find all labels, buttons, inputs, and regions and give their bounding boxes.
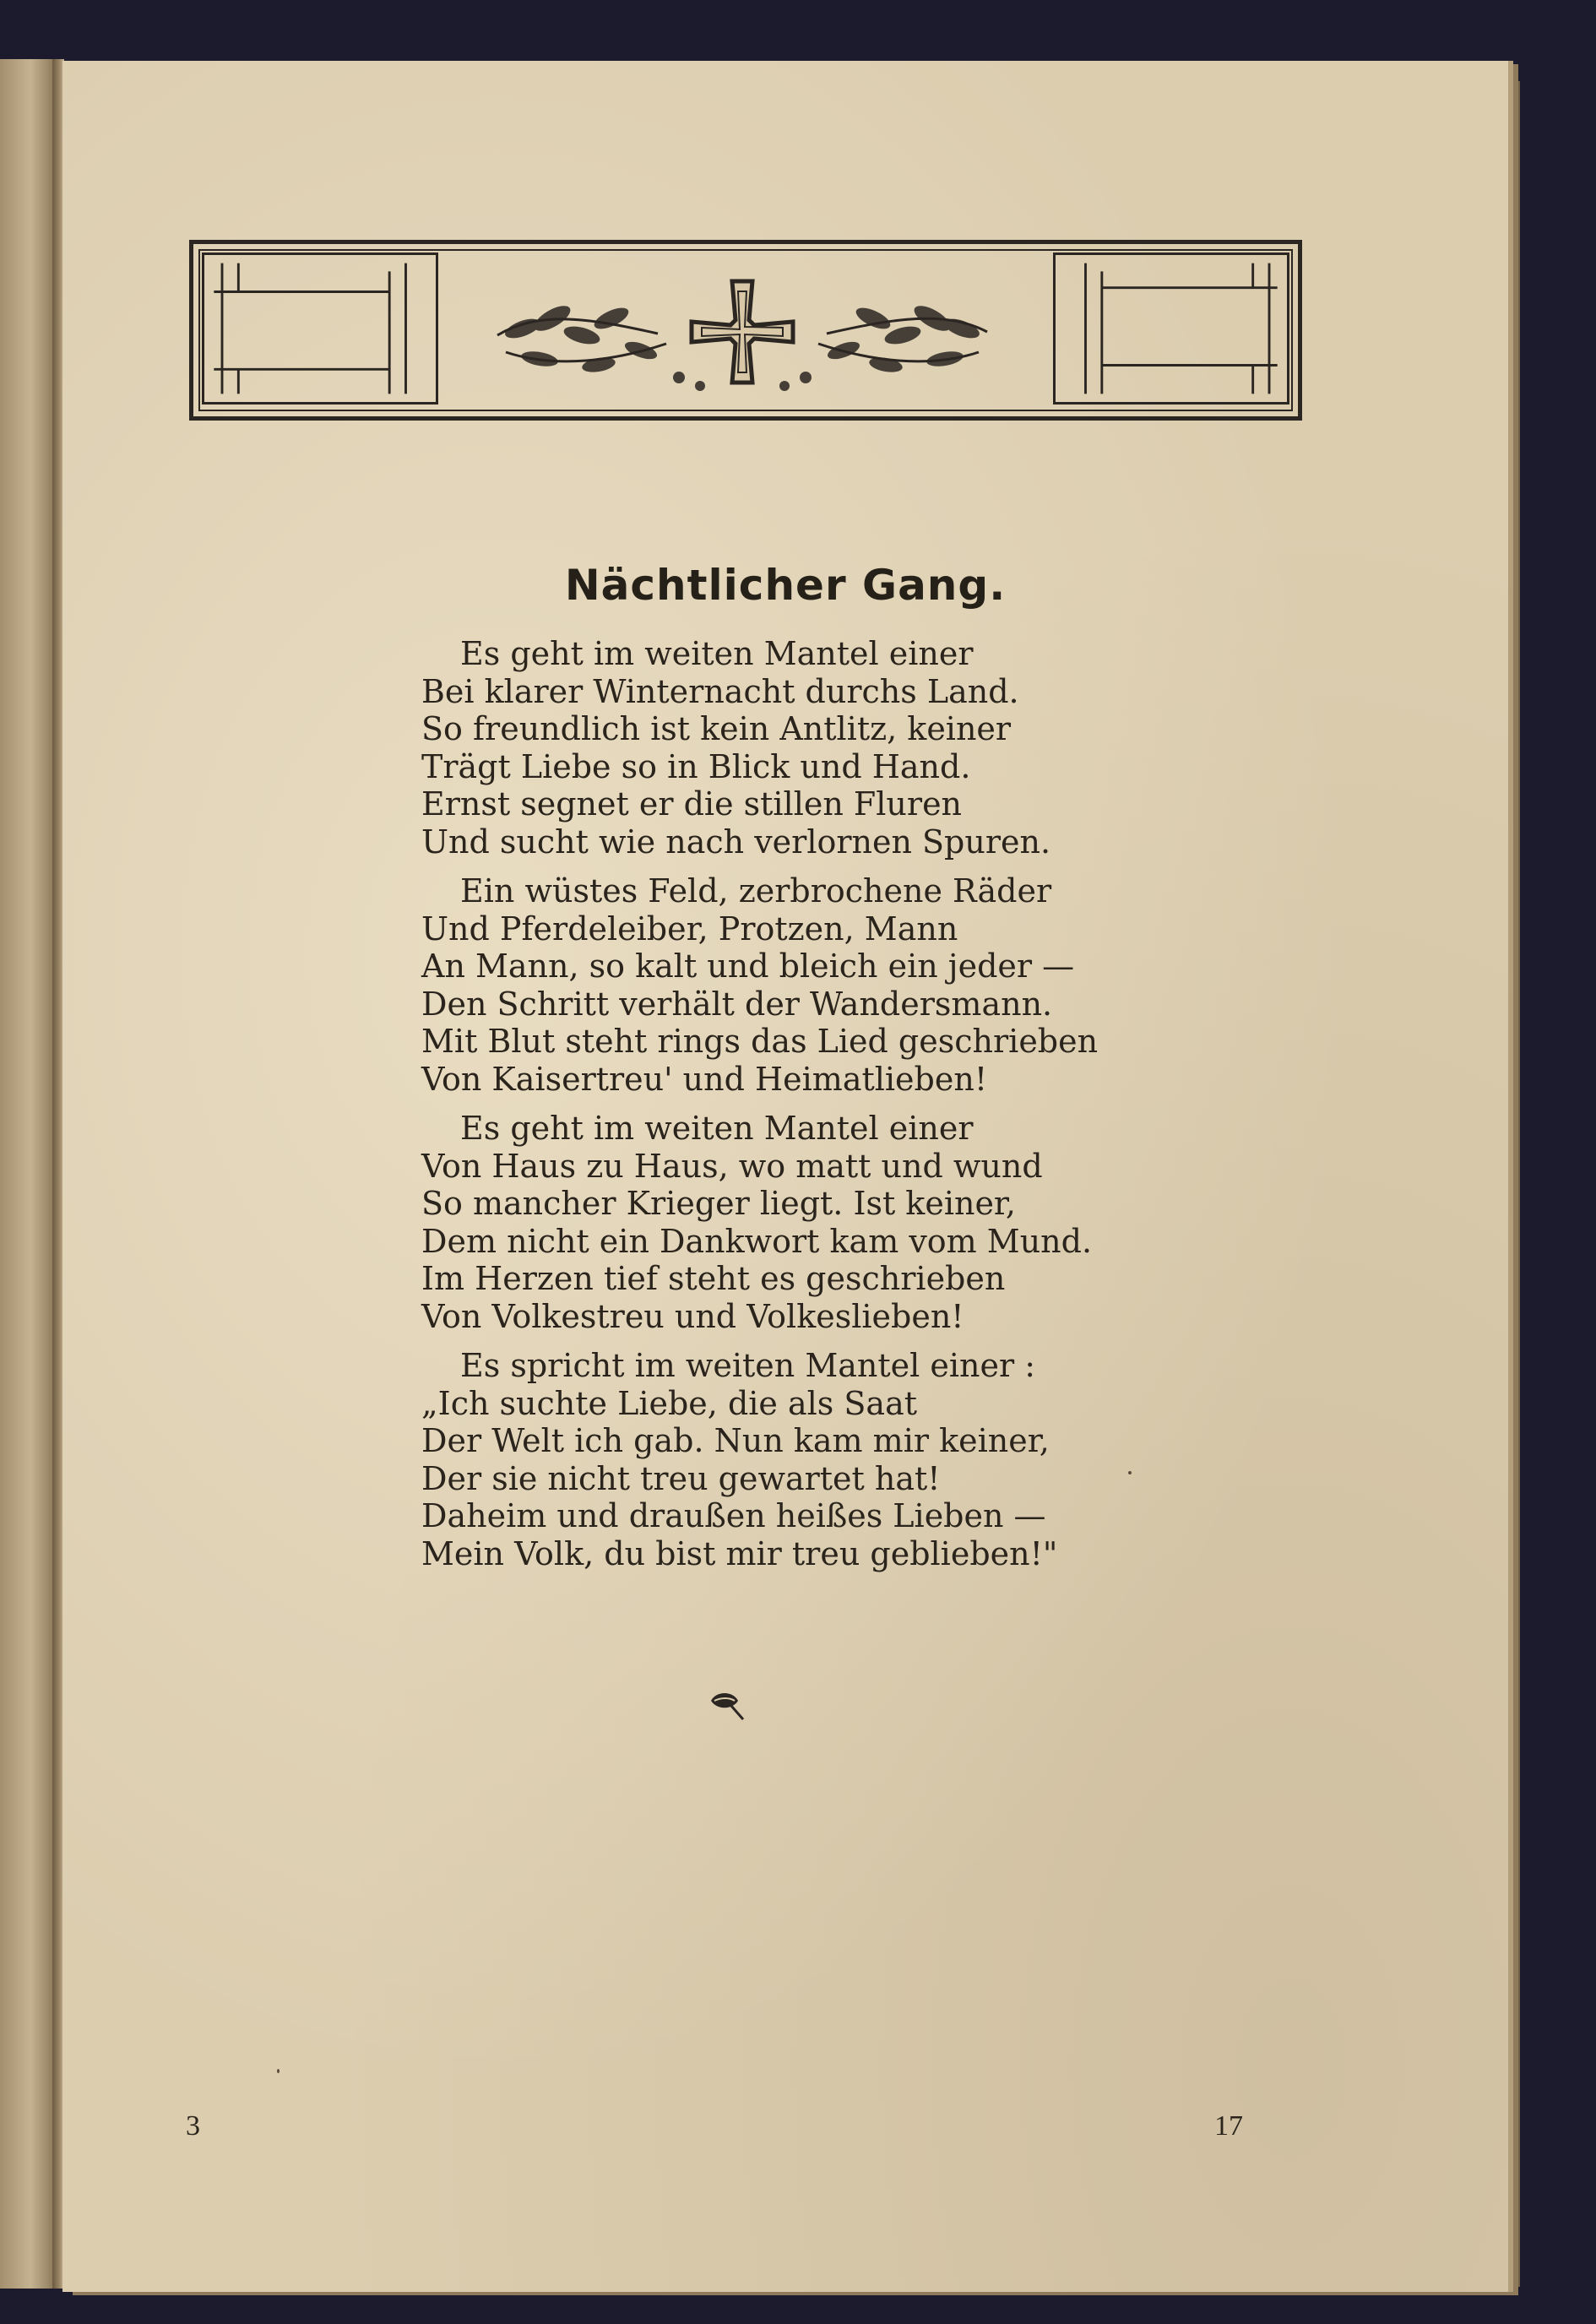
- poem-line: So freundlich ist kein Antlitz, keiner: [421, 710, 1012, 747]
- signature-mark: 3: [186, 2110, 200, 2142]
- poem-line: Im Herzen tief steht es geschrieben: [421, 1260, 1006, 1297]
- leaf-vignette-icon: [706, 1689, 748, 1723]
- paper-speck: [1128, 1471, 1132, 1474]
- header-ornament: [189, 240, 1302, 421]
- poem-line: Von Kaisertreu' und Heimatlieben!: [421, 1060, 988, 1098]
- poem-line: Ein wüstes Feld, zerbrochene Räder: [460, 872, 1052, 910]
- stanza: [421, 1347, 1232, 1572]
- poem-line: Trägt Liebe so in Blick und Hand.: [421, 747, 971, 785]
- poem-line: Dem nicht ein Dankwort kam vom Mund.: [421, 1222, 1093, 1260]
- left-page-edge: [0, 59, 56, 2289]
- right-panel-lines-icon: [1056, 255, 1287, 402]
- page-stack-edge: [1508, 81, 1520, 2287]
- poem-body: [421, 635, 1232, 1584]
- stanza: [421, 635, 1232, 861]
- poem-title: Nächtlicher Gang.: [564, 561, 1007, 610]
- iron-cross-oak-leaves-icon: [472, 259, 1012, 408]
- poem-line: Und sucht wie nach verlornen Spuren.: [421, 823, 1051, 861]
- poem-line: Es spricht im weiten Mantel einer :: [460, 1347, 1035, 1384]
- poem-line: So mancher Krieger liegt. Ist keiner,: [421, 1185, 1017, 1222]
- header-right-panel: [1053, 252, 1289, 405]
- poem-line: Es geht im weiten Mantel einer: [460, 635, 974, 672]
- page-number: 17: [1214, 2110, 1243, 2142]
- poem-line: Der sie nicht treu gewartet hat!: [421, 1459, 941, 1497]
- poem-line: Von Volkestreu und Volkeslieben!: [421, 1297, 964, 1335]
- header-left-panel: [202, 252, 438, 405]
- poem-line: Und Pferdeleiber, Protzen, Mann: [421, 910, 958, 948]
- poem-line: Ernst segnet er die stillen Fluren: [421, 785, 963, 823]
- left-panel-lines-icon: [204, 255, 436, 402]
- poem-line: Von Haus zu Haus, wo matt und wund: [421, 1147, 1043, 1185]
- poem-line: Es geht im weiten Mantel einer: [460, 1110, 974, 1147]
- poem-line: Mit Blut steht rings das Lied geschrieben: [421, 1023, 1099, 1060]
- poem-line: „Ich suchte Liebe, die als Saat: [421, 1384, 917, 1422]
- poem-line: Mein Volk, du bist mir treu geblieben!": [421, 1534, 1058, 1572]
- poem-line: Der Welt ich gab. Nun kam mir keiner,: [421, 1422, 1050, 1459]
- page: [62, 61, 1508, 2292]
- poem-line: An Mann, so kalt und bleich ein jeder —: [421, 948, 1075, 985]
- poem-line: Den Schritt verhält der Wandersmann.: [421, 985, 1053, 1023]
- paper-speck: [277, 2069, 280, 2073]
- poem-line: Daheim und draußen heißes Lieben —: [421, 1497, 1046, 1534]
- poem-line: Bei klarer Winternacht durchs Land.: [421, 672, 1019, 710]
- stanza: [421, 872, 1232, 1098]
- stanza: [421, 1110, 1232, 1335]
